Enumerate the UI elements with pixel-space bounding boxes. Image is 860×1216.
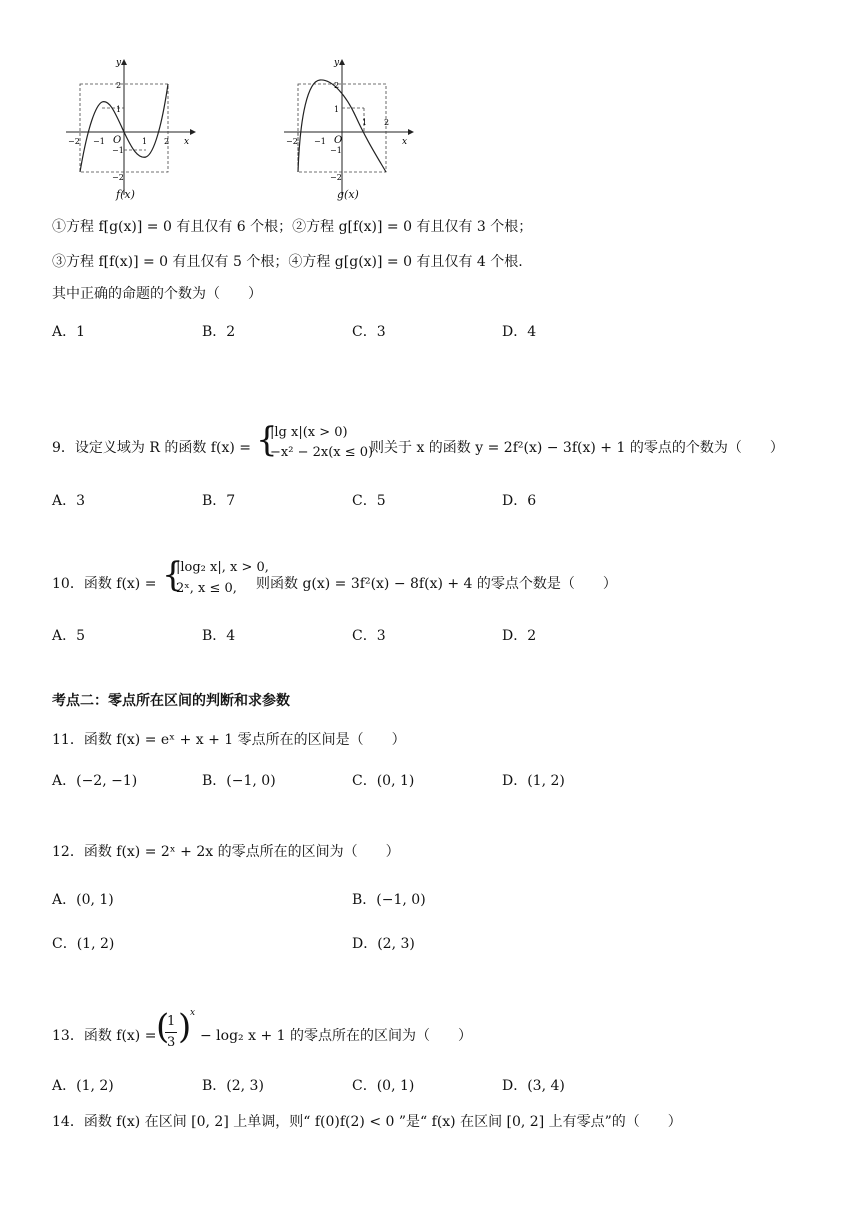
- q9-option-b[interactable]: B．7: [202, 493, 236, 509]
- q10-case-1: |log₂ x|, x > 0,: [176, 560, 269, 575]
- q9-case-2: −x² − 2x(x ≤ 0): [270, 445, 374, 460]
- q8-option-a[interactable]: A．1: [52, 324, 86, 340]
- svg-text:1: 1: [142, 137, 148, 146]
- svg-text:−2: −2: [68, 137, 80, 146]
- svg-text:−1: −1: [93, 137, 105, 146]
- svg-text:x: x: [402, 137, 408, 147]
- q13-option-c[interactable]: C．(0, 1): [352, 1078, 415, 1094]
- svg-text:−1: −1: [112, 146, 124, 155]
- q10-brace: {: [162, 555, 184, 595]
- q8-statements-1: ①方程 f[g(x)] = 0 有且仅有 6 个根；②方程 g[f(x)] = 0 有且仅有 3 个根；: [52, 219, 533, 235]
- q9-option-d[interactable]: D．6: [502, 493, 537, 509]
- q11-option-b[interactable]: B．(−1, 0): [202, 773, 276, 789]
- q12-option-a[interactable]: A．(0, 1): [52, 892, 114, 908]
- q10-text-before: 10．函数 f(x) =: [52, 576, 157, 592]
- q9-text-after: 则关于 x 的函数 y = 2f²(x) − 3f(x) + 1 的零点的个数为（ ）: [370, 440, 784, 456]
- q11-option-d[interactable]: D．(1, 2): [502, 773, 565, 789]
- q12-option-d[interactable]: D．(2, 3): [352, 936, 415, 952]
- q11-stem: 11．函数 f(x) = eˣ + x + 1 零点所在的区间是（ ）: [52, 732, 406, 748]
- q13-frac-bar: [165, 1032, 177, 1033]
- svg-text:1: 1: [362, 118, 368, 127]
- q13-paren-left: (: [156, 1007, 170, 1047]
- q13-frac-num: 1: [167, 1014, 176, 1029]
- q14-stem: 14．函数 f(x) 在区间 [0, 2] 上单调，则“ f(0)f(2) < 0 ”是“ f(x) 在区间 [0, 2] 上有零点”的（ ）: [52, 1114, 682, 1130]
- q10-option-a[interactable]: A．5: [52, 628, 86, 644]
- x-axis-arrow: [408, 129, 414, 135]
- svg-text:−2: −2: [112, 173, 124, 182]
- q12-stem: 12．函数 f(x) = 2ˣ + 2x 的零点所在的区间为（ ）: [52, 844, 400, 860]
- q13-text-after: − log₂ x + 1 的零点所在的区间为（ ）: [200, 1028, 472, 1044]
- svg-text:O: O: [113, 135, 122, 146]
- svg-text:1: 1: [334, 105, 340, 114]
- q9-option-a[interactable]: A．3: [52, 493, 86, 509]
- q8-statements-2: ③方程 f[f(x)] = 0 有且仅有 5 个根；④方程 g[g(x)] = 0 有且仅有 4 个根.: [52, 254, 523, 270]
- svg-text:−1: −1: [330, 146, 342, 155]
- q13-option-a[interactable]: A．(1, 2): [52, 1078, 114, 1094]
- svg-text:1: 1: [116, 105, 122, 114]
- q13-frac-den: 3: [167, 1035, 176, 1050]
- y-axis-arrow: [121, 59, 127, 65]
- graph-g: [276, 55, 416, 205]
- q9-case-1: |lg x|(x > 0): [270, 425, 348, 440]
- section-2-title: 考点二：零点所在区间的判断和求参数: [52, 693, 290, 709]
- svg-text:2: 2: [116, 81, 122, 90]
- q9-option-c[interactable]: C．5: [352, 493, 386, 509]
- graph-g-caption: g(x): [337, 188, 359, 201]
- q8-option-c[interactable]: C．3: [352, 324, 386, 340]
- q11-option-c[interactable]: C．(0, 1): [352, 773, 415, 789]
- q10-case-2: 2ˣ, x ≤ 0,: [176, 581, 237, 596]
- q9-text-before: 9．设定义域为 R 的函数 f(x) =: [52, 440, 251, 456]
- svg-text:x: x: [184, 137, 190, 147]
- svg-text:−2: −2: [286, 137, 298, 146]
- svg-text:−1: −1: [314, 137, 326, 146]
- svg-text:2: 2: [164, 137, 170, 146]
- q13-paren-right: ): [178, 1007, 192, 1047]
- x-axis-arrow: [190, 129, 196, 135]
- q12-option-c[interactable]: C．(1, 2): [52, 936, 115, 952]
- svg-text:y: y: [116, 58, 122, 68]
- q11-option-a[interactable]: A．(−2, −1): [52, 773, 138, 789]
- svg-text:2: 2: [334, 81, 340, 90]
- q13-text-before: 13．函数 f(x) =: [52, 1028, 157, 1044]
- svg-text:2: 2: [384, 118, 390, 127]
- q8-option-b[interactable]: B．2: [202, 324, 236, 340]
- q10-text-after: 则函数 g(x) = 3f²(x) − 8f(x) + 4 的零点个数是（ ）: [256, 576, 617, 592]
- svg-text:−2: −2: [330, 173, 342, 182]
- svg-text:y: y: [334, 58, 340, 68]
- q9-brace: {: [256, 420, 278, 460]
- graph-f-caption: f(x): [116, 188, 135, 201]
- q13-option-d[interactable]: D．(3, 4): [502, 1078, 565, 1094]
- y-axis-arrow: [339, 59, 345, 65]
- q13-exp: x: [190, 1008, 196, 1018]
- graph-f: [58, 55, 198, 205]
- svg-text:O: O: [334, 135, 343, 146]
- q13-option-b[interactable]: B．(2, 3): [202, 1078, 264, 1094]
- q10-option-d[interactable]: D．2: [502, 628, 537, 644]
- q10-option-b[interactable]: B．4: [202, 628, 236, 644]
- q8-prompt: 其中正确的命题的个数为（ ）: [52, 286, 262, 302]
- q12-option-b[interactable]: B．(−1, 0): [352, 892, 426, 908]
- q8-option-d[interactable]: D．4: [502, 324, 537, 340]
- q10-option-c[interactable]: C．3: [352, 628, 386, 644]
